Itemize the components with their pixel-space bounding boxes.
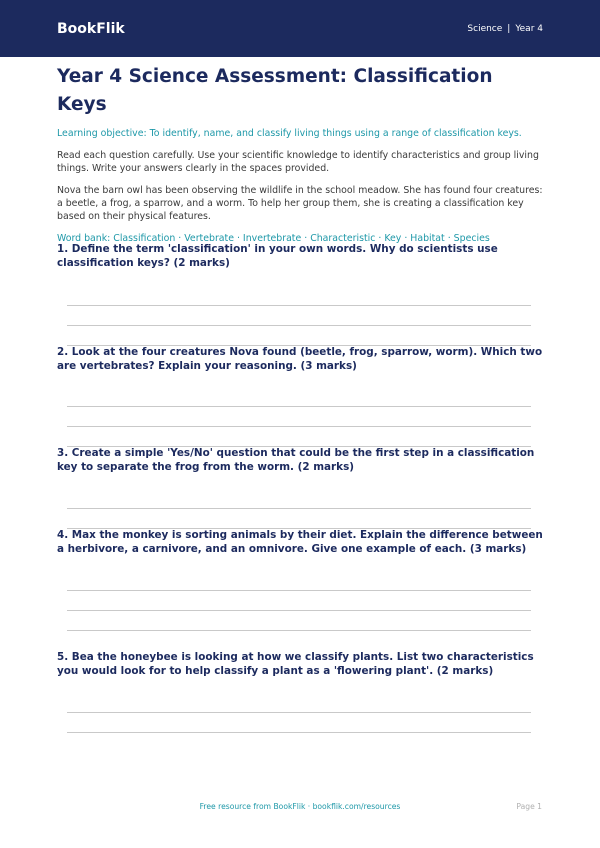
- footer-link[interactable]: Free resource from BookFlik · bookflik.com/resources: [199, 802, 401, 811]
- answer-line[interactable]: [67, 508, 531, 509]
- scenario-text: Nova the barn owl has been observing the wildlife in the school meadow. She has found four creatures: a beetle, a frog, a sparrow, and a worm. To help her group them, she is creating a classification key based on their physical features.: [57, 185, 543, 222]
- answer-line[interactable]: [67, 732, 531, 733]
- question-5: 5. Bea the honeybee is looking at how we classify plants. List two characteristics you would look for to help classify a plant as a 'flowering plant'. (2 marks): [57, 651, 534, 677]
- header-year: Year 4: [515, 23, 543, 34]
- answer-line[interactable]: [67, 590, 531, 591]
- page-title: Year 4 Science Assessment: Classification Keys: [57, 66, 493, 115]
- answer-line[interactable]: [67, 610, 531, 611]
- answer-line[interactable]: [67, 325, 531, 326]
- header-meta: [467, 24, 543, 34]
- brand-logo: BookFlik: [57, 20, 125, 37]
- page-header: [0, 0, 600, 57]
- question-1: 1. Define the term 'classification' in your own words. Why do scientists use classification keys? (2 marks): [57, 243, 498, 269]
- learning-objective: Learning objective: To identify, name, and classify living things using a range of classification keys.: [57, 128, 522, 139]
- instructions-text: Read each question carefully. Use your scientific knowledge to identify characteristics and group living things. Write your answers clearly in the spaces provided.: [57, 150, 539, 174]
- page-number: Page 1: [516, 802, 542, 811]
- question-2: 2. Look at the four creatures Nova found (beetle, frog, sparrow, worm). Which two are vertebrates? Explain your reasoning. (3 marks): [57, 346, 543, 372]
- answer-line[interactable]: [67, 712, 531, 713]
- header-separator: |: [507, 23, 511, 34]
- answer-line[interactable]: [67, 426, 531, 427]
- page-footer: [0, 802, 600, 816]
- answer-line[interactable]: [67, 406, 531, 407]
- question-3: 3. Create a simple 'Yes/No' question that could be the first step in a classification key to separate the frog from the worm. (2 marks): [57, 447, 535, 473]
- word-bank: Word bank: Classification · Vertebrate · Invertebrate · Characteristic · Key · Habitat · Species: [57, 233, 490, 244]
- header-subject: Science: [467, 23, 503, 34]
- answer-line[interactable]: [67, 305, 531, 306]
- question-4: 4. Max the monkey is sorting animals by their diet. Explain the difference between a herbivore, a carnivore, and an omnivore. Give one example of each. (3 marks): [57, 529, 543, 555]
- intro-section: [57, 63, 543, 245]
- answer-line[interactable]: [67, 630, 531, 631]
